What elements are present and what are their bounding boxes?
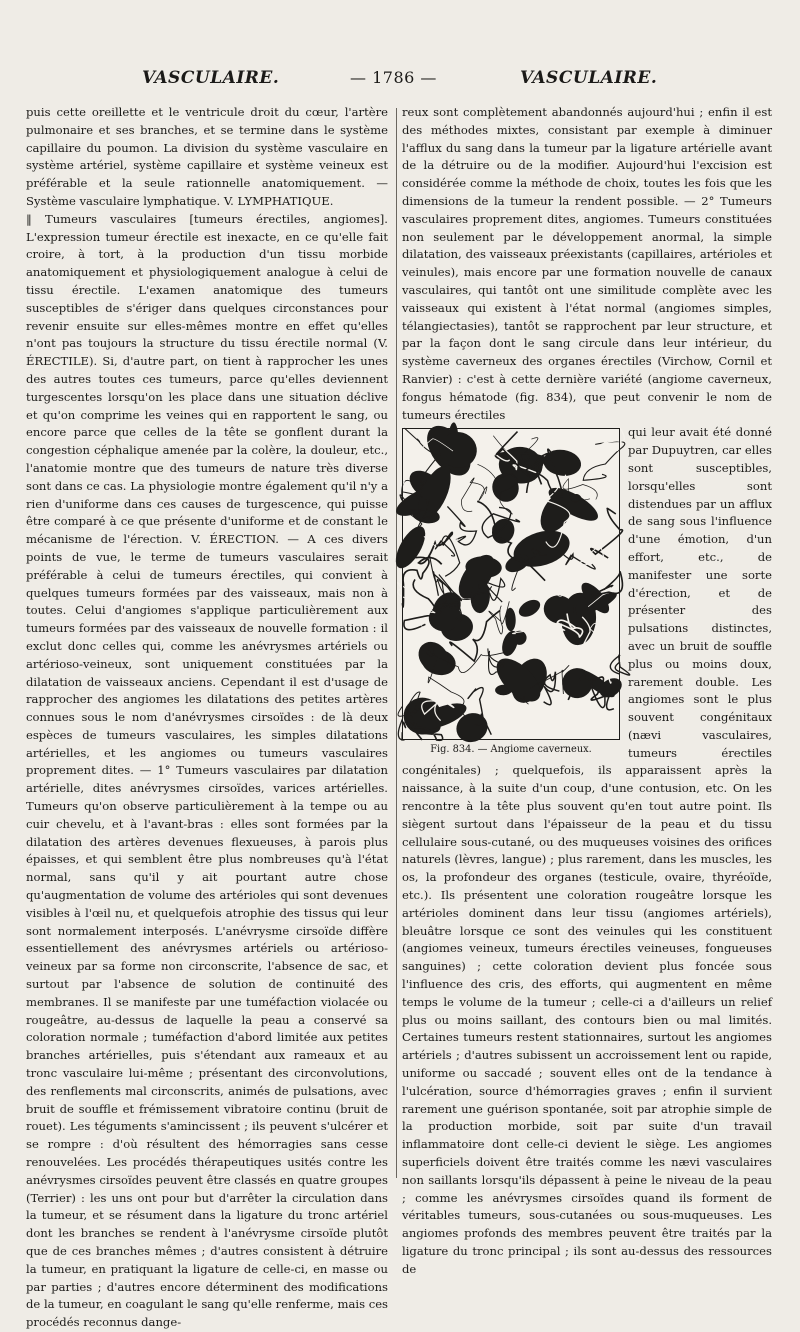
left-paragraph-1: puis cette oreillette et le ventricule droit du cœur, l'artère pulmonaire et ses branches, et se termine dans le système capillaire du poumon. La division du système vasculaire en système artériel, système capillaire et système veineux est préférable et la seule rationnelle anatomiquement. — Système vasculaire lymphatique. V. LYMPHATIQUE. [26, 105, 388, 208]
page-number: — 1786 — [350, 68, 437, 87]
running-header [0, 68, 800, 96]
right-paragraph-2: qui leur avait été donné par Dupuytren, car elles sont susceptibles, lorsqu'elles sont distendues par un afflux de sang sous l'influence d'une émotion, d'un effort, etc., de manifester une sorte d'érection, et de présenter des pulsations distinctes, avec un bruit de souffle plus ou moins doux, rarement double. Les angiomes sont le plus souvent congénitaux (nævi vasculaires, tumeurs érectiles congénitales) ; quelquefois, ils apparaissent après la naissance, à la suite d'un coup, d'une contusion, etc. On les rencontre à la tête plus souvent qu'en tout autre point. Ils siègent surtout dans l'épaisseur de la peau et du tissu cellulaire sous-cutané, ou des muqueuses voisines des orifices naturels (lèvres, langue) ; plus rarement, dans les muscles, les os, la profondeur des organes (testicule, ovaire, thyréoïde, etc.). Ils présentent une coloration rougeâtre lorsque les artérioles dominent dans leur tissu (angiomes artériels), bleuâtre lorsque ce sont des veinules qui les constituent (angiomes veineux, tumeurs érectiles veineuses, fongueuses sanguines) ; cette coloration devient plus foncée sous l'influence des cris, des efforts, qui augmentent en même temps le volume de la tumeur ; celle-ci a d'ailleurs un relief plus ou moins saillant, des contours bien ou mal limités. Certaines tumeurs restent stationnaires, surtout les angiomes artériels ; d'autres subissent un accroissement lent ou rapide, uniforme ou saccadé ; souvent elles ont de la tendance à l'ulcération, source d'hémorragies graves ; enfin il survient rarement une guérison spontanée, soit par atrophie simple de la production morbide, soit par suite d'un travail inflammatoire dont celle-ci devient le siège. Les angiomes superficiels doivent être traités comme les nævi vasculaires non saillants lorsqu'ils dépassent à peine le niveau de la peau ; comme les anévrysmes cirsoïdes quand ils forment de véritables tumeurs, sous-cutanées ou sous-muqueuses. Les angiomes profonds des membres peuvent être traités par la ligature du tronc principal ; ils sont au-dessus des ressources de [402, 425, 772, 1276]
header-left-title: VASCULAIRE. [142, 68, 280, 88]
right-paragraph-1: reux sont complètement abandonnés aujourd'hui ; enfin il est des méthodes mixtes, consistant par exemple à diminuer l'afflux du sang dans la tumeur par la ligature artérielle avant de la détruire ou de la modifier. Aujourd'hui l'excision est considérée comme la méthode de choix, toutes les fois que les dimensions de la tumeur la rendent possible. — 2° Tumeurs vasculaires proprement dites, angiomes. Tumeurs constituées non seulement par le développement anormal, la simple dilatation, des vaisseaux préexistants (capillaires, artérioles et veinules), mais encore par une formation nouvelle de canaux vasculaires, qui tantôt ont une similitude complète avec les vaisseaux qui existent à l'état normal (angiomes simples, télangiectasies), tantôt se rapprochent par leur structure, et par la façon dont le sang circule dans leur intérieur, du système caverneux des organes érectiles (Virchow, Cornil et Ranvier) : c'est à cette dernière variété (angiome caverneux, fongus hématode (fig. 834), que peut convenir le nom de tumeurs érectiles [402, 105, 772, 422]
left-column [26, 104, 389, 1330]
header-right-title: VASCULAIRE. [520, 68, 658, 88]
left-paragraph-2: ‖ Tumeurs vasculaires [tumeurs érectiles, angiomes]. L'expression tumeur érectile est inexacte, en ce qu'elle fait croire, à tort, à la production d'un tissu morbide anatomiquement et physiologiquement analogue à celui de tissu érectile. L'examen anatomique des tumeurs susceptibles de s'ériger dans quelques circonstances pour revenir ensuite sur elles-mêmes montre en effet qu'elles n'ont pas toujours la structure du tissu érectile normal (V. ÉRECTILE). Si, d'autre part, on tient à rapprocher les unes des autres toutes ces tumeurs, parce qu'elles deviennent turgescentes lorsqu'on les place dans une situation déclive et qu'on comprime les veines qui en rapportent le sang, ou encore parce que celles de la tête se gonflent durant la congestion céphalique amenée par la colère, la douleur, etc., l'anatomie montre que des tumeurs de nature très diverse sont dans ce cas. La physiologie montre également qu'il n'y a rien d'uniforme dans ces causes de turgescence, qui puisse être comparé à ce que présente d'uniforme et de constant le mécanisme de l'érection. V. ÉRECTION. — A ces divers points de vue, le terme de tumeurs vasculaires serait préférable à celui de tumeurs érectiles, qui convient à quelques tumeurs formées par des vaisseaux, mais non à toutes. Celui d'angiomes s'applique particulièrement aux tumeurs formées par des vaisseaux de nouvelle formation : il exclut donc celles qui, comme les anévrysmes artériels ou artérioso-veineux, sont uniquement constituées par la dilatation de vaisseaux anciens. Cependant il est d'usage de rapprocher des angiomes les dilatations des petites artères connues sous le nom d'anévrysmes cirsoïdes : de là deux espèces de tumeurs vasculaires, les simples dilatations artérielles, et les angiomes ou tumeurs vasculaires proprement dites. — 1° Tumeurs vasculaires par dilatation artérielle, dites anévrysmes cirsoïdes, varices artérielles. Tumeurs qu'on observe particulièrement à la tempe ou au cuir chevelu, et à l'avant-bras : elles sont formées par la dilatation des artères devenues flexueuses, à parois plus épaisses, et qui semblent être plus nombreuses qu'à l'état normal, sans qu'il y ait pourtant autre chose qu'augmentation de volume des artérioles qui sont devenues visibles à l'œil nu, et quelquefois atrophie des tissus qui leur sont normalement interposés. L'anévrysme cirsoïde diffère essentiellement des anévrysmes artériels ou artérioso-veineux par sa forme non circonscrite, l'absence de sac, et surtout par l'absence de solution de continuité des membranes. Il se manifeste par une tuméfaction violacée ou rougeâtre, au-dessus de laquelle la peau a conservé sa coloration normale ; tuméfaction d'abord limitée aux petites branches artérielles, puis s'étendant aux rameaux et au tronc vasculaire lui-même ; présentant des circonvolutions, des renflements mal circonscrits, animés de pulsations, avec bruit de souffle et frémissement vibratoire continu (bruit de rouet). Les téguments s'amincissent ; ils peuvent s'ulcérer et se rompre : d'où résultent des hémorragies sans cesse renouvelées. Les procédés thérapeutiques usités contre les anévrysmes cirsoïdes peuvent être classés en quatre groupes (Terrier) : les uns ont pour but d'arrêter la circulation dans la tumeur, et se résument dans la ligature du tronc artériel dont les branches se rendent à l'anévrysme cirsoïde plutôt que de ces branches mêmes ; d'autres consistent à détruire la tumeur, en pratiquant la ligature de celle-ci, en masse ou par parties ; d'autres encore déterminent des modifications de la tumeur, en coagulant le sang qu'elle renferme, mais ces procédés reconnus dange- [26, 211, 389, 1330]
figure-caption: Fig. 834. — Angiome caverneux. [430, 744, 592, 756]
figure-834 [402, 428, 620, 758]
right-column [402, 104, 772, 1276]
column-divider [396, 108, 397, 1178]
angioma-illustration [402, 428, 620, 740]
